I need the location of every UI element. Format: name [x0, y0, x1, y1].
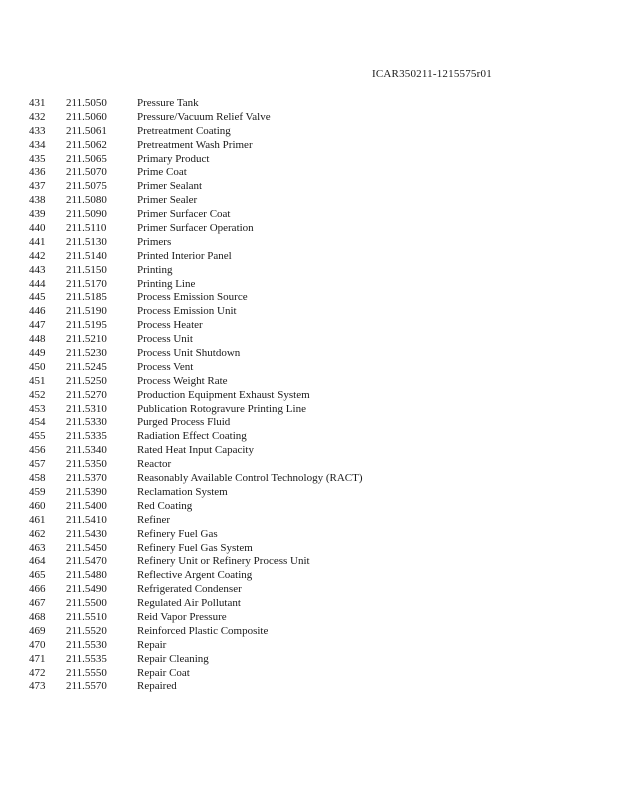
section-number: 211.5062: [66, 138, 107, 151]
section-number: 211.5140: [66, 249, 107, 262]
section-number: 211.5080: [66, 194, 107, 207]
defined-term: Rated Heat Input Capacity: [137, 444, 254, 457]
entry-number: 438: [29, 194, 46, 207]
entry-number: 463: [29, 541, 46, 554]
list-item: [0, 347, 619, 361]
section-number: 211.5535: [66, 652, 107, 665]
entry-number: 437: [29, 180, 46, 193]
entry-number: 470: [29, 638, 46, 651]
section-number: 211.5330: [66, 416, 107, 429]
list-item: [0, 514, 619, 528]
defined-term: Reid Vapor Pressure: [137, 610, 227, 623]
section-number: 211.5185: [66, 291, 107, 304]
list-item: [0, 389, 619, 403]
list-item: [0, 444, 619, 458]
section-number: 211.5190: [66, 305, 107, 318]
entry-number: 431: [29, 97, 46, 109]
list-item: [0, 416, 619, 430]
entry-number: 456: [29, 444, 46, 457]
entry-number: 441: [29, 235, 46, 248]
defined-term: Refinery Fuel Gas: [137, 527, 218, 540]
section-number: 211.5250: [66, 374, 107, 387]
section-number: 211.5230: [66, 347, 107, 360]
defined-term: Reclamation System: [137, 485, 228, 498]
entry-number: 442: [29, 249, 46, 262]
defined-term: Reactor: [137, 458, 172, 471]
entry-number: 452: [29, 388, 46, 401]
entry-number: 466: [29, 583, 46, 596]
defined-term: Regulated Air Pollutant: [137, 597, 241, 610]
list-item: [0, 597, 619, 611]
section-number: 211.5510: [66, 610, 107, 623]
entry-number: 469: [29, 624, 46, 637]
defined-term: Reflective Argent Coating: [137, 569, 253, 582]
list-item: [0, 236, 619, 250]
list-item: [0, 264, 619, 278]
section-number: 211.5410: [66, 513, 107, 526]
entry-number: 447: [29, 319, 46, 332]
section-number: 211.5061: [66, 124, 107, 137]
entry-number: 440: [29, 222, 46, 235]
section-number: 211.5480: [66, 569, 107, 582]
entry-number: 468: [29, 610, 46, 623]
defined-term: Purged Process Fluid: [137, 416, 231, 429]
entry-number: 446: [29, 305, 46, 318]
defined-term: Pretreatment Wash Primer: [137, 138, 253, 151]
defined-term: Refinery Fuel Gas System: [137, 541, 253, 554]
defined-term: Repair: [137, 638, 167, 651]
list-item: [0, 305, 619, 319]
list-item: [0, 222, 619, 236]
section-number: 211.5520: [66, 624, 107, 637]
section-number: 211.5470: [66, 555, 107, 568]
list-item: [0, 528, 619, 542]
list-item: [0, 333, 619, 347]
list-item: [0, 375, 619, 389]
section-number: 211.5340: [66, 444, 107, 457]
section-number: 211.5170: [66, 277, 107, 290]
section-number: 211.5150: [66, 263, 107, 276]
entry-number: 467: [29, 597, 46, 610]
defined-term: Primer Surfacer Operation: [137, 222, 254, 235]
section-number: 211.5370: [66, 472, 107, 485]
entry-number: 472: [29, 666, 46, 679]
list-item: [0, 458, 619, 472]
entry-number: 448: [29, 333, 46, 346]
defined-term: Reinforced Plastic Composite: [137, 624, 269, 637]
list-item: [0, 611, 619, 625]
defined-term: Primer Surfacer Coat: [137, 208, 231, 221]
list-item: [0, 291, 619, 305]
defined-term: Radiation Effect Coating: [137, 430, 247, 443]
section-number: 211.5500: [66, 597, 107, 610]
entry-number: 461: [29, 513, 46, 526]
list-item: [0, 250, 619, 264]
entry-number: 435: [29, 152, 46, 165]
entry-number: 455: [29, 430, 46, 443]
list-item: [0, 97, 619, 111]
list-item: [0, 569, 619, 583]
defined-term: Repair Cleaning: [137, 652, 209, 665]
entry-number: 450: [29, 360, 46, 373]
list-item: [0, 180, 619, 194]
section-number: 211.5090: [66, 208, 107, 221]
defined-term: Pressure/Vacuum Relief Valve: [137, 110, 271, 123]
defined-term: Primary Product: [137, 152, 210, 165]
defined-term: Pressure Tank: [137, 97, 199, 109]
section-number: 211.5550: [66, 666, 107, 679]
list-item: [0, 153, 619, 167]
list-item: [0, 139, 619, 153]
document-id: ICAR350211-1215575r01: [372, 68, 492, 80]
defined-term: Printing Line: [137, 277, 196, 290]
defined-term: Repair Coat: [137, 666, 190, 679]
section-number: 211.5070: [66, 166, 107, 179]
list-item: [0, 639, 619, 653]
entry-number: 458: [29, 472, 46, 485]
section-number: 211.5310: [66, 402, 107, 415]
list-item: [0, 625, 619, 639]
entry-number: 454: [29, 416, 46, 429]
entry-number: 443: [29, 263, 46, 276]
entry-number: 464: [29, 555, 46, 568]
list-item: [0, 125, 619, 139]
defined-term: Refiner: [137, 513, 170, 526]
defined-term: Printed Interior Panel: [137, 249, 232, 262]
list-item: [0, 319, 619, 333]
entry-number: 436: [29, 166, 46, 179]
section-number: 211.5490: [66, 583, 107, 596]
list-item: [0, 361, 619, 375]
section-number: 211.5430: [66, 527, 107, 540]
section-number: 211.5400: [66, 499, 107, 512]
section-number: 211.5110: [66, 222, 107, 235]
section-number: 211.5210: [66, 333, 107, 346]
section-number: 211.5050: [66, 97, 107, 109]
section-number: 211.5065: [66, 152, 107, 165]
entry-number: 439: [29, 208, 46, 221]
list-item: [0, 555, 619, 569]
list-item: [0, 166, 619, 180]
defined-term: Process Weight Rate: [137, 374, 228, 387]
defined-term: Primers: [137, 235, 172, 248]
list-item: [0, 430, 619, 444]
entry-number: 462: [29, 527, 46, 540]
list-item: [0, 667, 619, 681]
defined-term: Repaired: [137, 680, 177, 693]
section-number: 211.5350: [66, 458, 107, 471]
entry-number: 449: [29, 347, 46, 360]
section-number: 211.5450: [66, 541, 107, 554]
defined-term: Prime Coat: [137, 166, 187, 179]
list-item: [0, 403, 619, 417]
defined-term: Process Vent: [137, 360, 194, 373]
section-number: 211.5060: [66, 110, 107, 123]
section-number: 211.5530: [66, 638, 107, 651]
defined-term: Process Unit Shutdown: [137, 347, 241, 360]
definitions-list: [0, 97, 619, 694]
defined-term: Production Equipment Exhaust System: [137, 388, 310, 401]
list-item: [0, 111, 619, 125]
defined-term: Process Unit: [137, 333, 193, 346]
entry-number: 433: [29, 124, 46, 137]
defined-term: Primer Sealer: [137, 194, 198, 207]
section-number: 211.5195: [66, 319, 107, 332]
defined-term: Printing: [137, 263, 173, 276]
entry-number: 460: [29, 499, 46, 512]
list-item: [0, 194, 619, 208]
defined-term: Process Emission Source: [137, 291, 248, 304]
entry-number: 473: [29, 680, 46, 693]
section-number: 211.5390: [66, 485, 107, 498]
entry-number: 432: [29, 110, 46, 123]
defined-term: Reasonably Available Control Technology (RACT): [137, 472, 363, 485]
defined-term: Refinery Unit or Refinery Process Unit: [137, 555, 310, 568]
defined-term: Refrigerated Condenser: [137, 583, 242, 596]
list-item: [0, 680, 619, 694]
defined-term: Pretreatment Coating: [137, 124, 231, 137]
list-item: [0, 500, 619, 514]
defined-term: Publication Rotogravure Printing Line: [137, 402, 306, 415]
section-number: 211.5570: [66, 680, 107, 693]
entry-number: 451: [29, 374, 46, 387]
entry-number: 471: [29, 652, 46, 665]
entry-number: 444: [29, 277, 46, 290]
section-number: 211.5130: [66, 235, 107, 248]
entry-number: 465: [29, 569, 46, 582]
list-item: [0, 486, 619, 500]
entry-number: 457: [29, 458, 46, 471]
entry-number: 434: [29, 138, 46, 151]
defined-term: Process Heater: [137, 319, 203, 332]
entry-number: 445: [29, 291, 46, 304]
entry-number: 459: [29, 485, 46, 498]
section-number: 211.5335: [66, 430, 107, 443]
defined-term: Process Emission Unit: [137, 305, 237, 318]
list-item: [0, 583, 619, 597]
defined-term: Primer Sealant: [137, 180, 203, 193]
section-number: 211.5075: [66, 180, 107, 193]
list-item: [0, 472, 619, 486]
list-item: [0, 542, 619, 556]
defined-term: Red Coating: [137, 499, 193, 512]
section-number: 211.5245: [66, 360, 107, 373]
list-item: [0, 653, 619, 667]
list-item: [0, 208, 619, 222]
section-number: 211.5270: [66, 388, 107, 401]
entry-number: 453: [29, 402, 46, 415]
list-item: [0, 278, 619, 292]
